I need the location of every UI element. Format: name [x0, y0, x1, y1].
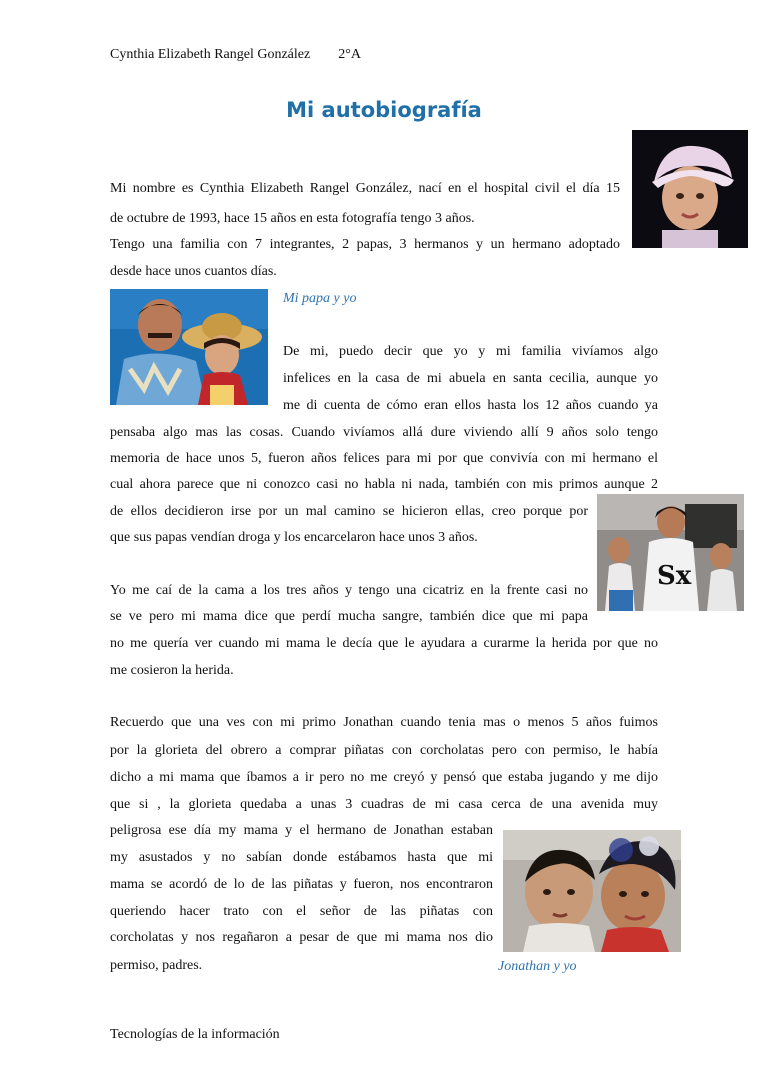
paragraph-4-line-9: corcholatas y nos regañaron a pesar de que mi mama nos dio — [110, 930, 493, 945]
paragraph-4-line-10: permiso, padres. — [110, 958, 203, 973]
paragraph-2-line-4: pensaba algo mas las cosas. Cuando vivíamos allá dure viviendo allí 9 años solo tengo — [110, 425, 658, 440]
paragraph-2-line-3: me di cuenta de cómo eran ellos hasta los 12 años cuando ya — [283, 398, 658, 413]
paragraph-3-line-2: se ve pero mi mama dice que perdí mucha sangre, también dice que mi papa — [110, 609, 588, 624]
paragraph-4-line-2: por la glorieta del obrero a comprar piñatas con corcholatas pero con permiso, le había — [110, 743, 658, 758]
paragraph-2-line-2: infelices en la casa de mi abuela en santa cecilia, aunque yo — [283, 371, 658, 386]
baby-photo — [632, 130, 748, 248]
svg-text:Sx: Sx — [657, 561, 692, 591]
paragraph-3-line-4: me cosieron la herida. — [110, 663, 234, 678]
paragraph-4-line-1: Recuerdo que una ves con mi primo Jonathan cuando tenia mas o menos 5 años fuimos — [110, 715, 658, 730]
caption-dad-and-me: Mi papa y yo — [283, 291, 357, 306]
paragraph-4-line-4: que si , la glorieta quedaba a unas 3 cuadras de mi casa cerca de una avenida muy — [110, 797, 658, 812]
dad-and-me-photo — [110, 289, 268, 405]
paragraph-2-line-7: de ellos decidieron irse por un mal camino se hicieron ellas, creo porque por — [110, 504, 588, 519]
paragraph-1-line-2: de octubre de 1993, hace 15 años en esta fotografía tengo 3 años. — [110, 211, 475, 226]
paragraph-1-line-1: Mi nombre es Cynthia Elizabeth Rangel González, nací en el hospital civil el día 15 — [110, 181, 620, 196]
paragraph-1-line-4: desde hace unos cuantos días. — [110, 264, 277, 279]
paragraph-3-line-1: Yo me caí de la cama a los tres años y tengo una cicatriz en la frente casi no — [110, 583, 588, 598]
paragraph-2-line-1: De mi, puedo decir que yo y mi familia vivíamos algo — [283, 344, 658, 359]
paragraph-4-line-8: queriendo hacer trato con el señor de las piñatas con — [110, 904, 493, 919]
page-footer: Tecnologías de la información — [110, 1027, 280, 1042]
page-header — [110, 47, 361, 63]
paragraph-4-line-3: dicho a mi mama que íbamos a ir pero no me creyó y pensó que estaba jugando y me dijo — [110, 770, 658, 785]
page-title: Mi autobiografía — [286, 98, 482, 122]
paragraph-4-line-6: my asustados y no sabían donde estábamos hasta que mi — [110, 850, 493, 865]
author-name: Cynthia Elizabeth Rangel González — [110, 47, 311, 62]
jonathan-and-me-photo — [503, 830, 681, 952]
paragraph-2-line-5: memoria de hace unos 5, fueron años felices para mi por que convivía con mi hermano el — [110, 451, 658, 466]
paragraph-1-line-3: Tengo una familia con 7 integrantes, 2 papas, 3 hermanos y un hermano adoptado — [110, 237, 620, 252]
grade-label: 2°A — [338, 47, 361, 62]
paragraph-2-line-6: cual ahora parece que ni conozco casi no habla ni nada, también con mis primos aunque 2 — [110, 477, 658, 492]
paragraph-3-line-3: no me quería ver cuando mi mama le decía que le ayudara a curarme la herida por que no — [110, 636, 658, 651]
paragraph-2-line-8: que sus papas vendían droga y los encarcelaron hace unos 3 años. — [110, 530, 478, 545]
paragraph-4-line-5: peligrosa ese día my mama y el hermano de Jonathan estaban — [110, 823, 493, 838]
cousins-photo — [597, 494, 744, 611]
paragraph-4-line-7: mama se acordó de lo de las piñatas y fueron, nos encontraron — [110, 877, 493, 892]
caption-jonathan-and-me: Jonathan y yo — [498, 959, 577, 974]
